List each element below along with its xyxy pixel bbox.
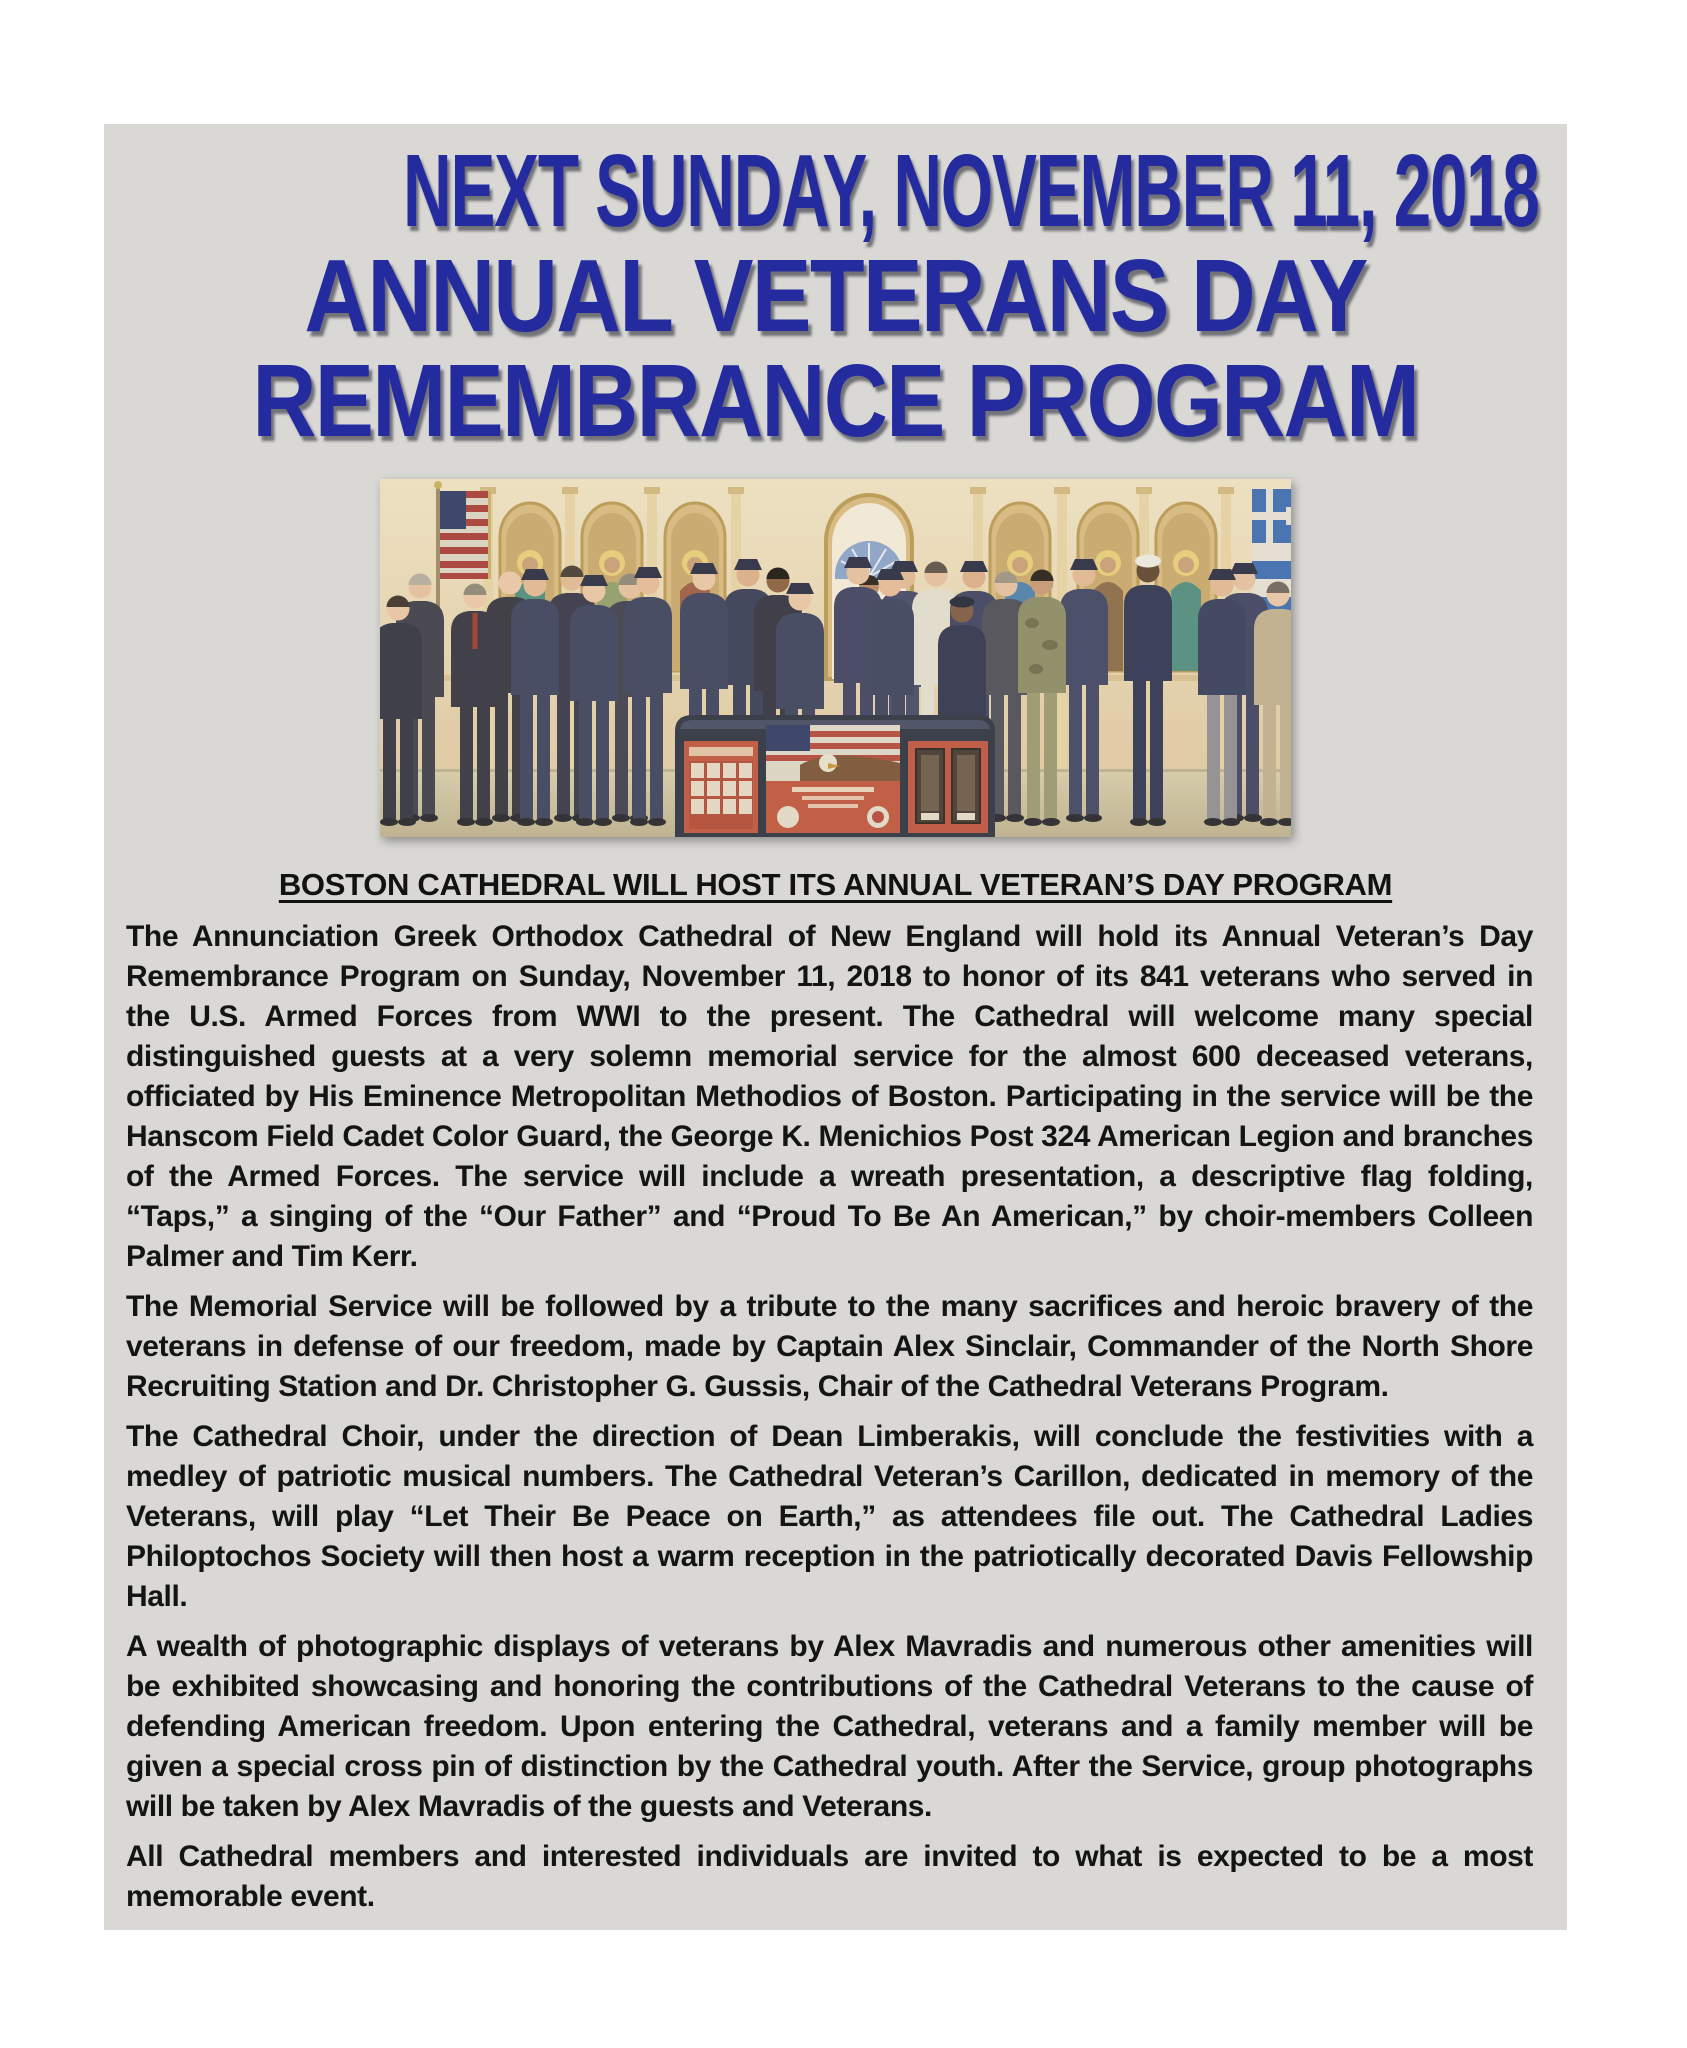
flyer-sheet [104,124,1567,1930]
title-line-3 [104,343,1567,458]
article-body [104,903,1567,1917]
veterans-group-photo [380,479,1291,837]
article-paragraph: A wealth of photographic displays of veterans by Alex Mavradis and numerous other amenities will be exhibited showcasing and honoring the contributions of the Cathedral Veterans to the cause of defending American freedom. Upon entering the Cathedral, veterans and a family member will be given a special cross pin of distinction by the Cathedral youth. After the Service, group photographs will be taken by Alex Mavradis of the guests and Veterans. [126,1630,1533,1823]
photo-tint [380,479,1291,837]
article-paragraph: The Cathedral Choir, under the direction of Dean Limberakis, will conclude the festivities with a medley of patriotic musical numbers. The Cathedral Veteran’s Carillon, dedicated in memory of the Veterans, will play “Let Their Be Peace on Earth,” as attendees file out. The Cathedral Ladies Philoptochos Society will then host a warm reception in the patriotically decorated Davis Fellowship Hall. [126,1420,1533,1613]
article-paragraph: All Cathedral members and interested individuals are invited to what is expected to be a most memorable event. [126,1840,1533,1913]
article-heading [104,867,1567,903]
title-line-3-text: REMEMBRANCE PROGRAM [252,343,1419,458]
article-paragraph: The Memorial Service will be followed by a tribute to the many sacrifices and heroic bravery of the veterans in defense of our freedom, made by Captain Alex Sinclair, Commander of the North Shore Recruiting Station and Dr. Christopher G. Gussis, Chair of the Cathedral Veterans Program. [126,1290,1533,1403]
article-paragraph: The Annunciation Greek Orthodox Cathedral of New England will hold its Annual Veteran’s Day Remembrance Program on Sunday, November 11, 2018 to honor of its 841 veterans who served in the U.S. Armed Forces from WWI to the present. The Cathedral will welcome many special distinguished guests at a very solemn memorial service for the almost 600 deceased veterans, officiated by His Eminence Metropolitan Methodios of Boston. Participating in the service will be the Hanscom Field Cadet Color Guard, the George K. Menichios Post 324 American Legion and branches of the Armed Forces. The service will include a wreath presentation, a descriptive flag folding, “Taps,” a singing of the “Our Father” and “Proud To Be An American,” by choir-members Colleen Palmer and Tim Kerr. [126,920,1533,1273]
title-line-2 [104,238,1567,353]
veterans-group-photo-frame [380,479,1291,837]
flyer-title [104,124,1567,458]
title-line-1-text: NEXT SUNDAY, NOVEMBER 11, 2018 [403,133,1539,248]
title-line-1 [104,133,1567,248]
article-heading-text: BOSTON CATHEDRAL WILL HOST ITS ANNUAL VETERAN’S DAY PROGRAM [278,867,1393,902]
title-line-2-text: ANNUAL VETERANS DAY [304,238,1367,353]
